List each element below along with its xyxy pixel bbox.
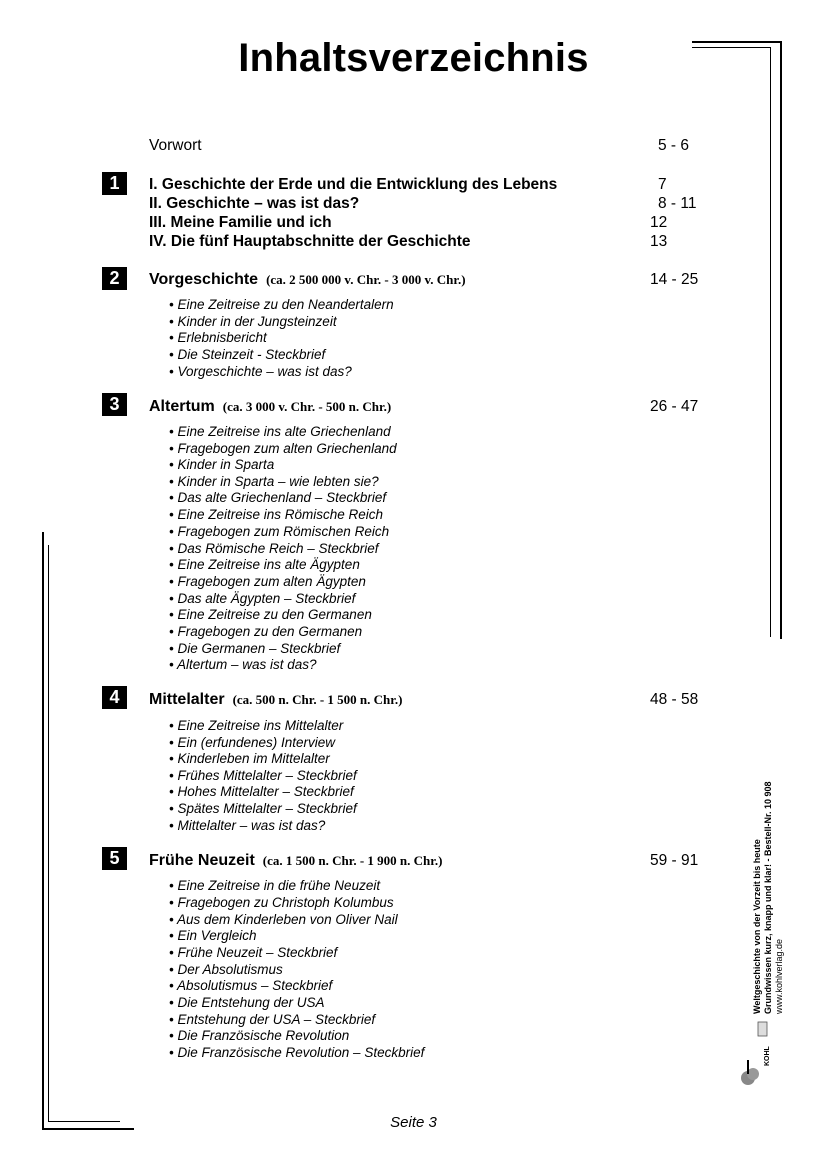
chapter-date-range: (ca. 500 n. Chr. - 1 500 n. Chr.) [232,692,403,707]
chapter-heading [149,852,442,870]
chapter-title: Altertum [149,398,215,415]
chapter-heading [149,691,402,709]
frame-right-inner [770,47,771,637]
chapter-title: Mittelalter [149,691,225,708]
vorwort-pages: 5 - 6 [658,137,690,154]
list-item: • Kinder in Sparta [169,457,275,472]
chapter-title: Frühe Neuzeit [149,852,255,869]
toc-entry-pages: 12 [650,214,668,231]
list-item: • Fragebogen zum Römischen Reich [169,524,390,539]
list-item: • Mittelalter – was ist das? [169,818,326,833]
chapter-pages: 14 - 25 [650,271,699,288]
list-item: • Fragebogen zu den Germanen [169,624,363,639]
chapter-heading [149,398,391,416]
list-item: • Das alte Griechenland – Steckbrief [169,490,387,505]
chapter-number-badge: 1 [102,172,127,195]
list-item: • Die Entstehung der USA [169,995,325,1010]
toc-entry-label: III. Meine Familie und ich [149,214,332,231]
chapter-pages: 59 - 91 [650,852,699,869]
side-book-subtitle: Grundwissen kurz, knapp und klar! - Bestell-Nr. 10 908 [763,781,773,1014]
list-item: • Erlebnisbericht [169,330,267,345]
logo-text: KOHL [764,1046,771,1066]
chapter-heading [149,271,466,289]
side-book-title: Weltgeschichte von der Vorzeit bis heute [752,839,762,1014]
list-item: • Kinderleben im Mittelalter [169,751,330,766]
chapter-pages: 26 - 47 [650,398,699,415]
list-item: • Die Steinzeit - Steckbrief [169,347,326,362]
vorwort-label: Vorwort [149,137,202,154]
list-item: • Absolutismus – Steckbrief [169,978,333,993]
list-item: • Eine Zeitreise zu den Neandertalern [169,297,394,312]
list-item: • Die Französische Revolution [169,1028,350,1043]
page-title: Inhaltsverzeichnis [238,36,589,80]
list-item: • Spätes Mittelalter – Steckbrief [169,801,357,816]
list-item: • Ein Vergleich [169,928,257,943]
toc-entry-pages: 7 [658,176,667,193]
frame-left-outer [42,532,44,1130]
list-item: • Der Absolutismus [169,962,283,977]
chapter-number-badge: 4 [102,686,127,709]
frame-right-outer [780,41,782,639]
list-item: • Eine Zeitreise ins alte Ägypten [169,557,360,572]
list-item: • Hohes Mittelalter – Steckbrief [169,784,354,799]
toc-entry-label: II. Geschichte – was ist das? [149,195,360,212]
list-item: • Fragebogen zu Christoph Kolumbus [169,895,394,910]
frame-left-inner [48,545,49,1121]
chapter-number-badge: 5 [102,847,127,870]
chapter-date-range: (ca. 1 500 n. Chr. - 1 900 n. Chr.) [262,853,443,868]
list-item: • Eine Zeitreise ins Römische Reich [169,507,384,522]
list-item: • Eine Zeitreise in die frühe Neuzeit [169,878,381,893]
toc-entry-label: I. Geschichte der Erde und die Entwicklung des Lebens [149,176,558,193]
list-item: • Eine Zeitreise ins alte Griechenland [169,424,391,439]
list-item: • Frühes Mittelalter – Steckbrief [169,768,357,783]
list-item: • Fragebogen zum alten Griechenland [169,441,397,456]
list-item: • Ein (erfundenes) Interview [169,735,336,750]
list-item: • Die Germanen – Steckbrief [169,641,341,656]
list-item: • Altertum – was ist das? [169,657,317,672]
list-item: • Die Französische Revolution – Steckbrief [169,1045,425,1060]
chapter-date-range: (ca. 2 500 000 v. Chr. - 3 000 v. Chr.) [266,272,466,287]
chapter-title: Vorgeschichte [149,271,259,288]
list-item: • Eine Zeitreise zu den Germanen [169,607,372,622]
page-number-footer: Seite 3 [390,1114,437,1131]
toc-entry-label: IV. Die fünf Hauptabschnitte der Geschichte [149,233,471,250]
list-item: • Entstehung der USA – Steckbrief [169,1012,376,1027]
list-item: • Das alte Ägypten – Steckbrief [169,591,356,606]
list-item: • Kinder in Sparta – wie lebten sie? [169,474,379,489]
list-item: • Aus dem Kinderleben von Oliver Nail [169,912,398,927]
chapter-date-range: (ca. 3 000 v. Chr. - 500 n. Chr.) [222,399,392,414]
list-item: • Kinder in der Jungsteinzeit [169,314,337,329]
chapter-number-badge: 3 [102,393,127,416]
list-item: • Frühe Neuzeit – Steckbrief [169,945,338,960]
list-item: • Eine Zeitreise ins Mittelalter [169,718,344,733]
toc-entry-pages: 8 - 11 [658,195,697,212]
chapter-number-badge: 2 [102,267,127,290]
list-item: • Fragebogen zum alten Ägypten [169,574,366,589]
side-publisher-text [752,734,785,1014]
list-item: • Vorgeschichte – was ist das? [169,364,352,379]
side-website: www.kohlverlag.de [774,938,784,1014]
list-item: • Das Römische Reich – Steckbrief [169,541,379,556]
toc-entry-pages: 13 [650,233,668,250]
chapter-pages: 48 - 58 [650,691,699,708]
